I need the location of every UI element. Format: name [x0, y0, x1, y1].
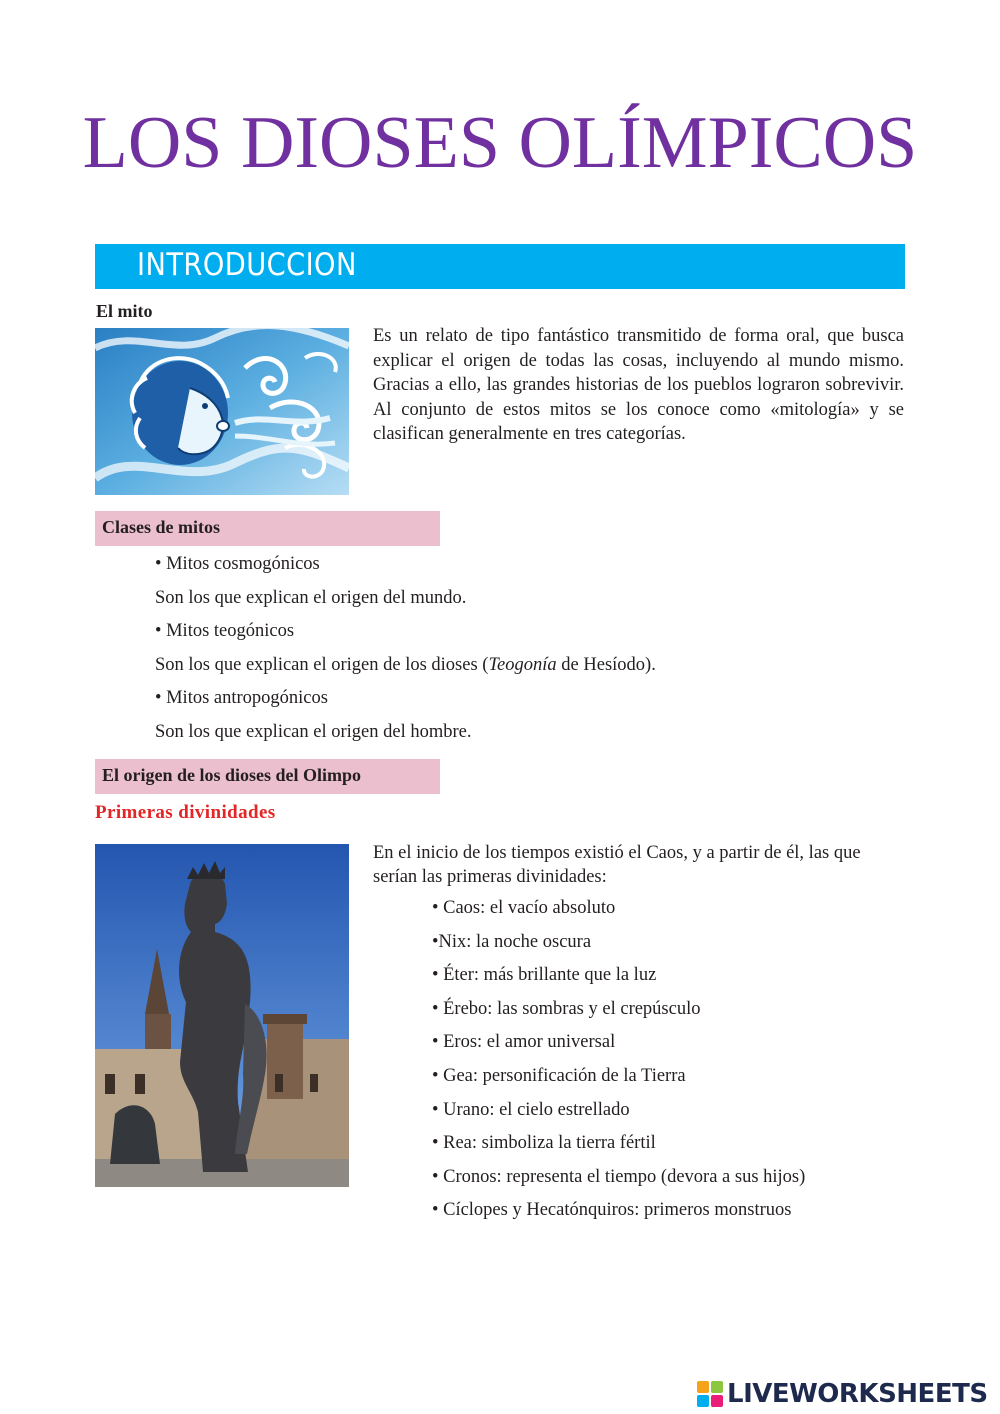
- origen-intro-paragraph: En el inicio de los tiempos existió el Caos, y a partir de él, las que serían las primeras divinidades:: [373, 843, 861, 887]
- list-item: • Rea: simboliza la tierra fértil: [432, 1133, 656, 1154]
- divinities-list: [432, 896, 805, 1232]
- section-bar-label: Clases de mitos: [102, 517, 220, 537]
- list-item: • Eros: el amor universal: [432, 1032, 616, 1053]
- list-item-description: [155, 653, 656, 687]
- list-item: • Mitos cosmogónicos: [155, 554, 320, 574]
- section-bar-origen-dioses: [95, 759, 440, 794]
- section-banner-label: INTRODUCCION: [137, 247, 357, 283]
- list-item: • Mitos teogónicos: [155, 621, 295, 642]
- page-title: LOS DIOSES OLÍMPICOS: [82, 102, 918, 184]
- mito-heading: El mito: [96, 301, 153, 321]
- section-banner-introduccion: [95, 244, 905, 289]
- list-item: • Gea: personificación de la Tierra: [432, 1065, 686, 1086]
- liveworksheets-logo: [697, 1374, 988, 1414]
- subheading-primeras-divinidades: Primeras divinidades: [95, 802, 276, 823]
- list-item: • Caos: el vacío absoluto: [432, 898, 616, 918]
- list-item: • Érebo: las sombras y el crepúsculo: [432, 998, 701, 1019]
- section-bar-label: El origen de los dioses del Olimpo: [102, 765, 362, 785]
- mito-paragraph: Es un relato de tipo fantástico transmitido de forma oral, que busca explicar el origen de todas las cosas, incluyendo al mundo mismo. Gracias a ello, las grandes historias de los pueblos lograron sobrevivir. Al conjunto de estos mitos se los conoce como «mitología» y se clasifican generalmente en tres categorías.: [373, 326, 904, 444]
- myth-classes-list: [155, 552, 656, 754]
- description-text: Son los que explican el origen de los dioses (: [155, 654, 489, 675]
- list-item-description: Son los que explican el origen del mundo.: [155, 587, 467, 608]
- liveworksheets-mark-icon: [697, 1381, 723, 1407]
- list-item-description: Son los que explican el origen del hombre.: [155, 721, 472, 742]
- description-text: de Hesíodo).: [556, 654, 656, 675]
- list-item: •Nix: la noche oscura: [432, 931, 592, 952]
- book-title: Teogonía: [488, 654, 557, 675]
- list-item: • Mitos antropogónicos: [155, 688, 328, 709]
- list-item: • Cronos: representa el tiempo (devora a sus hijos): [432, 1166, 806, 1187]
- list-item: • Éter: más brillante que la luz: [432, 965, 657, 986]
- liveworksheets-wordmark: LIVEWORKSHEETS: [727, 1379, 988, 1409]
- list-item: • Urano: el cielo estrellado: [432, 1099, 630, 1120]
- section-bar-clases-de-mitos: [95, 511, 440, 546]
- neptune-statue-photo: [95, 844, 349, 1187]
- wind-god-illustration: [95, 328, 349, 495]
- list-item: • Cíclopes y Hecatónquiros: primeros monstruos: [432, 1200, 792, 1221]
